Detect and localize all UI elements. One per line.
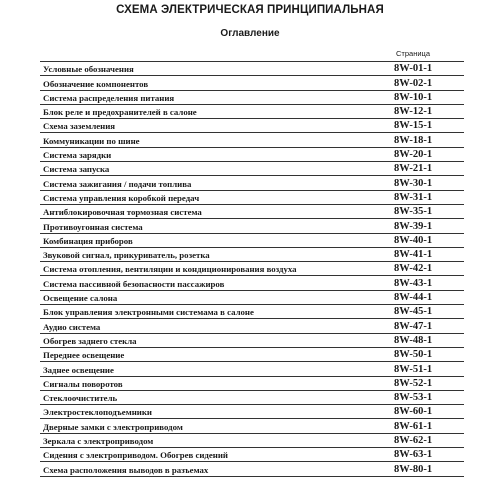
toc-entry-page-code: 8W-10-1 xyxy=(394,91,433,103)
toc-entry-label: Система запуска xyxy=(43,164,110,175)
toc-entry-page-code: 8W-43-1 xyxy=(394,277,433,289)
toc-entry-label: Система пассивной безопасности пассажиров xyxy=(43,278,225,289)
toc-row xyxy=(40,205,464,219)
toc-entry-page-code: 8W-41-1 xyxy=(394,249,433,261)
document-subtitle: Оглавление xyxy=(220,28,280,39)
toc-entry-page-code: 8W-47-1 xyxy=(394,320,433,332)
toc-row xyxy=(40,334,464,348)
toc-entry-page-code: 8W-01-1 xyxy=(394,63,433,75)
toc-entry-label: Система распределения питания xyxy=(43,92,175,103)
toc-entry-page-code: 8W-52-1 xyxy=(394,377,433,389)
toc-entry-label: Стеклоочиститель xyxy=(43,393,118,404)
toc-row xyxy=(40,191,464,205)
toc-entry-page-code: 8W-12-1 xyxy=(394,106,433,118)
toc-row xyxy=(40,362,464,376)
toc-entry-label: Переднее освещение xyxy=(43,350,125,361)
toc-entry-page-code: 8W-51-1 xyxy=(394,363,433,375)
toc-entry-label: Коммуникации по шине xyxy=(43,135,140,146)
toc-entry-label: Схема заземления xyxy=(43,121,116,132)
toc-entry-page-code: 8W-60-1 xyxy=(394,406,433,418)
toc-entry-page-code: 8W-31-1 xyxy=(394,191,433,203)
toc-entry-page-code: 8W-61-1 xyxy=(394,420,433,432)
toc-entry-page-code: 8W-62-1 xyxy=(394,435,433,447)
toc-row xyxy=(40,276,464,290)
toc-entry-page-code: 8W-48-1 xyxy=(394,334,433,346)
toc-row xyxy=(40,234,464,248)
toc-entry-page-code: 8W-02-1 xyxy=(394,77,433,89)
toc-entry-label: Дверные замки с электроприводом xyxy=(43,421,183,432)
toc-row xyxy=(40,405,464,419)
toc-row xyxy=(40,248,464,262)
toc-row xyxy=(40,305,464,319)
toc-entry-page-code: 8W-45-1 xyxy=(394,306,433,318)
toc-entry-label: Система зарядки xyxy=(43,150,112,161)
toc-row xyxy=(40,133,464,147)
toc-entry-page-code: 8W-40-1 xyxy=(394,234,433,246)
toc-row xyxy=(40,162,464,176)
toc-entry-label: Сигналы поворотов xyxy=(43,378,123,389)
toc-row xyxy=(40,262,464,276)
toc-row xyxy=(40,391,464,405)
toc-entry-label: Комбинация приборов xyxy=(43,235,133,246)
toc-row xyxy=(40,219,464,233)
toc-row xyxy=(40,448,464,462)
toc-entry-label: Блок реле и предохранителей в салоне xyxy=(43,107,197,118)
toc-entry-page-code: 8W-80-1 xyxy=(394,463,433,475)
toc-row xyxy=(40,91,464,105)
toc-row xyxy=(40,148,464,162)
toc-row xyxy=(40,419,464,433)
toc-entry-page-code: 8W-15-1 xyxy=(394,120,433,132)
table-of-contents xyxy=(40,61,464,477)
toc-entry-page-code: 8W-63-1 xyxy=(394,449,433,461)
toc-entry-page-code: 8W-44-1 xyxy=(394,292,433,304)
toc-row xyxy=(40,291,464,305)
toc-entry-page-code: 8W-20-1 xyxy=(394,149,433,161)
toc-row xyxy=(40,319,464,333)
toc-entry-label: Обогрев заднего стекла xyxy=(43,335,137,346)
toc-entry-page-code: 8W-53-1 xyxy=(394,392,433,404)
toc-entry-page-code: 8W-21-1 xyxy=(394,163,433,175)
toc-entry-label: Блок управления электронными системама в салоне xyxy=(43,307,254,318)
toc-row xyxy=(40,105,464,119)
toc-entry-label: Схема расположения выводов в разъемах xyxy=(43,464,209,475)
toc-entry-label: Освещение салона xyxy=(43,293,118,304)
toc-entry-label: Сидения с электроприводом. Обогрев сидений xyxy=(43,450,228,461)
toc-entry-page-code: 8W-18-1 xyxy=(394,134,433,146)
toc-entry-page-code: 8W-42-1 xyxy=(394,263,433,275)
toc-entry-page-code: 8W-50-1 xyxy=(394,349,433,361)
toc-entry-label: Звуковой сигнал, прикуриватель, розетка xyxy=(43,250,210,261)
toc-row xyxy=(40,119,464,133)
toc-entry-label: Система отопления, вентиляции и кондиционирования воздуха xyxy=(43,264,297,275)
toc-row xyxy=(40,62,464,76)
toc-entry-page-code: 8W-30-1 xyxy=(394,177,433,189)
toc-row xyxy=(40,176,464,190)
toc-entry-label: Система зажигания / подачи топлива xyxy=(43,178,192,189)
toc-entry-page-code: 8W-39-1 xyxy=(394,220,433,232)
toc-row xyxy=(40,462,464,476)
toc-row xyxy=(40,434,464,448)
toc-entry-label: Условные обозначения xyxy=(43,64,134,75)
toc-row xyxy=(40,348,464,362)
toc-entry-label: Аудио система xyxy=(43,321,101,332)
toc-entry-label: Электростеклоподъемники xyxy=(43,407,152,418)
toc-entry-page-code: 8W-35-1 xyxy=(394,206,433,218)
toc-row xyxy=(40,377,464,391)
toc-entry-label: Антиблокировочная тормозная система xyxy=(43,207,202,218)
document-title: СХЕМА ЭЛЕКТРИЧЕСКАЯ ПРИНЦИПИАЛЬНАЯ xyxy=(116,4,384,16)
page-column-header: Страница xyxy=(396,49,430,58)
toc-entry-label: Система управления коробкой передач xyxy=(43,192,200,203)
toc-entry-label: Заднее освещение xyxy=(43,364,114,375)
toc-entry-label: Зеркала с электроприводом xyxy=(43,436,154,447)
toc-entry-label: Обозначение компонентов xyxy=(43,78,149,89)
toc-row xyxy=(40,76,464,90)
toc-entry-label: Противоугонная система xyxy=(43,221,143,232)
